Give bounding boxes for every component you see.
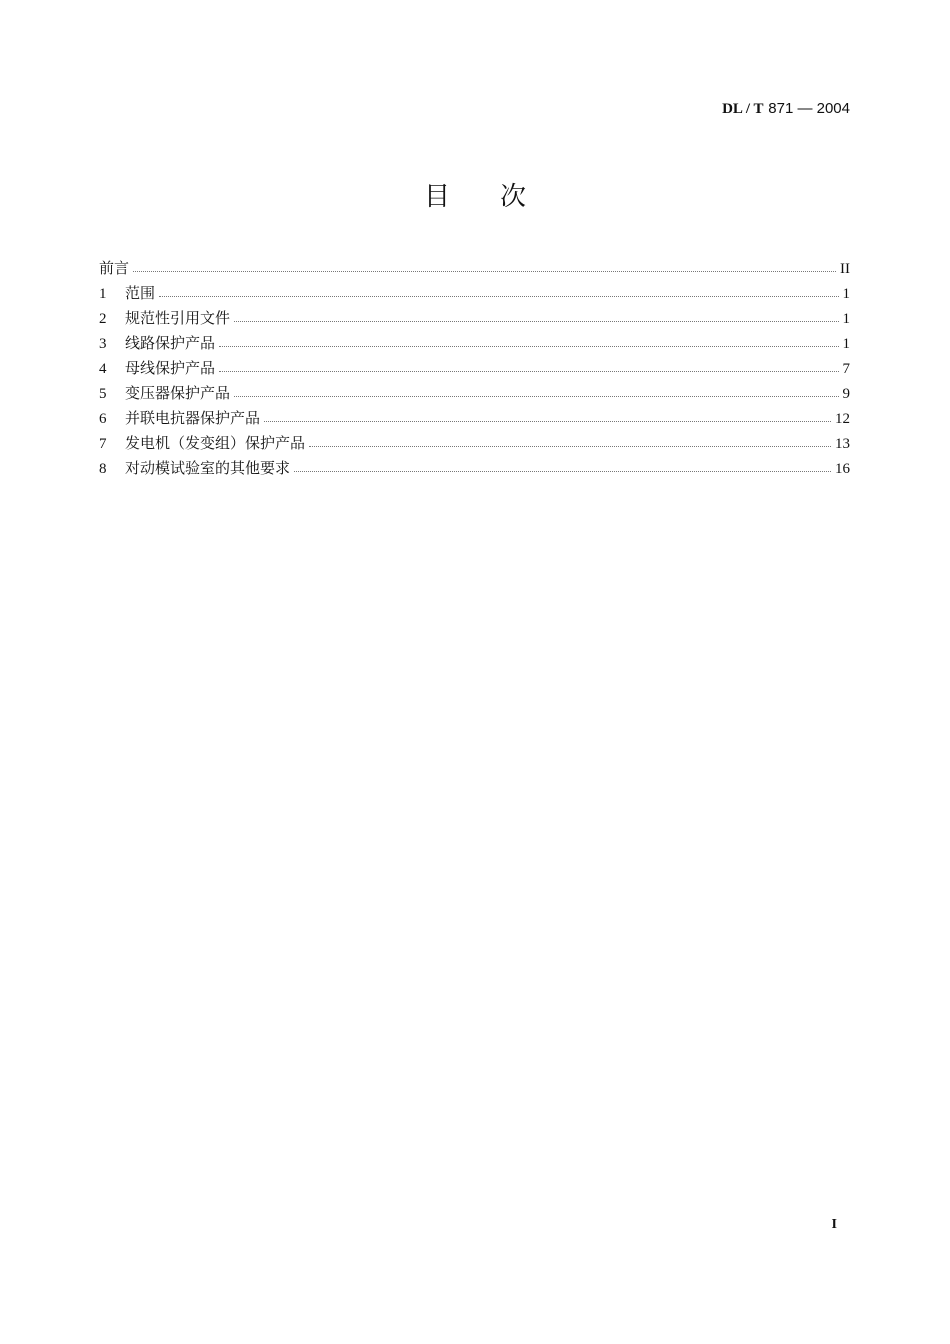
title-char-1: 目 (423, 182, 450, 212)
toc-entry-page: II (840, 261, 850, 277)
toc-entry-label: 母线保护产品 (125, 359, 216, 377)
toc-entry-label: 并联电抗器保护产品 (125, 409, 261, 427)
toc-entry-label: 规范性引用文件 (125, 309, 231, 327)
page-title (0, 176, 950, 213)
dot-leader (219, 370, 838, 372)
toc-entry-number: 1 (99, 286, 107, 302)
toc-entry-label: 对动模试验室的其他要求 (125, 459, 291, 477)
toc-entry-3[interactable] (99, 331, 850, 356)
dot-leader (133, 270, 836, 272)
table-of-contents (99, 256, 850, 481)
toc-entry-page: 7 (842, 361, 850, 377)
toc-entry-7[interactable] (99, 431, 850, 456)
toc-entry-label: 范围 (125, 284, 156, 302)
toc-entry-page: 9 (842, 386, 850, 402)
toc-entry-number: 5 (99, 386, 107, 402)
toc-entry-page: 1 (842, 286, 850, 302)
title-char-2: 次 (500, 182, 527, 212)
standard-code (722, 99, 850, 118)
toc-entry-page: 1 (842, 336, 850, 352)
dot-leader (159, 295, 838, 297)
dot-leader (264, 420, 831, 422)
dot-leader (219, 345, 838, 347)
toc-entry-number: 6 (99, 411, 107, 427)
standard-number: 871 — 2004 (768, 100, 850, 117)
toc-entry-page: 12 (835, 411, 850, 427)
toc-entry-preface[interactable] (99, 256, 850, 281)
dot-leader (234, 395, 838, 397)
toc-entry-number: 4 (99, 361, 107, 377)
toc-entry-8[interactable] (99, 456, 850, 481)
toc-entry-label: 线路保护产品 (125, 334, 216, 352)
toc-entry-page: 13 (835, 436, 850, 452)
toc-entry-number: 3 (99, 336, 107, 352)
toc-entry-6[interactable] (99, 406, 850, 431)
toc-entry-number: 8 (99, 461, 107, 477)
dot-leader (309, 445, 831, 447)
toc-entry-2[interactable] (99, 306, 850, 331)
toc-entry-label: 变压器保护产品 (125, 384, 231, 402)
toc-entry-5[interactable] (99, 381, 850, 406)
toc-entry-page: 16 (835, 461, 850, 477)
toc-entry-number: 7 (99, 436, 107, 452)
standard-prefix: DL / T (722, 101, 764, 117)
toc-entry-number: 2 (99, 311, 107, 327)
toc-entry-4[interactable] (99, 356, 850, 381)
page-number: I (831, 1217, 837, 1232)
toc-entry-1[interactable] (99, 281, 850, 306)
toc-entry-label: 发电机（发变组）保护产品 (125, 434, 306, 452)
toc-entry-page: 1 (842, 311, 850, 327)
dot-leader (234, 320, 838, 322)
dot-leader (294, 470, 831, 472)
toc-entry-label: 前言 (99, 259, 130, 277)
